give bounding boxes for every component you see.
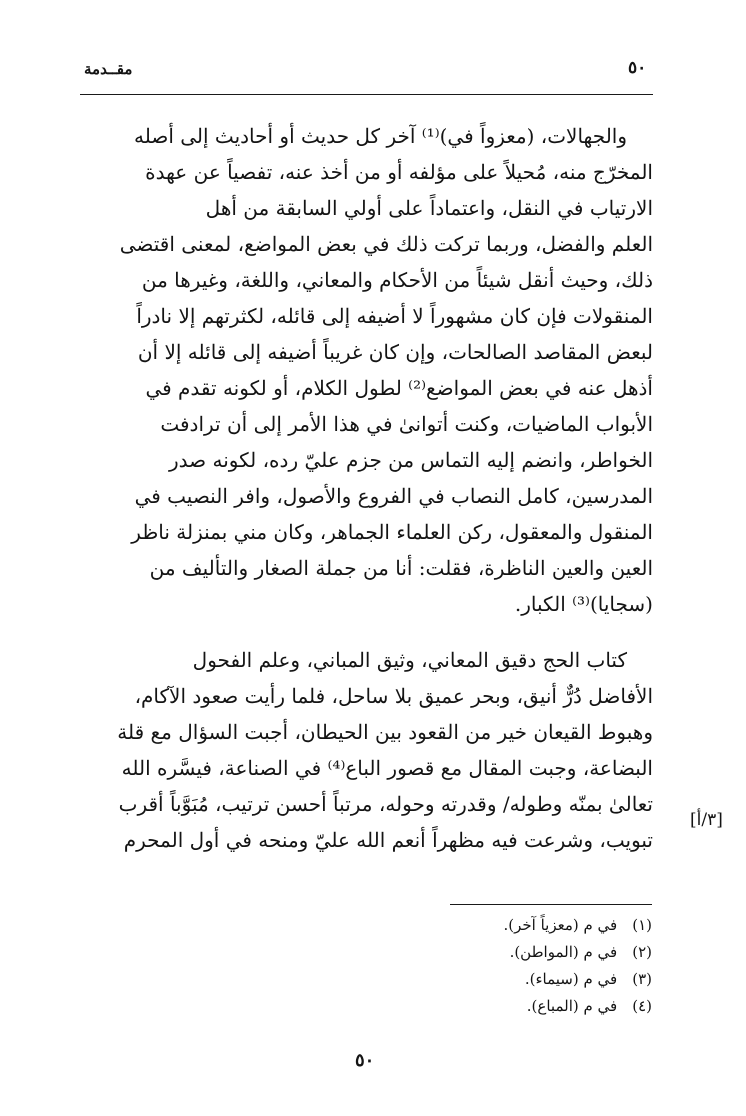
text-line: الخواطر، وانضم إليه التماس من جزم عليّ رده، لكونه صدر bbox=[168, 448, 653, 472]
footnote bbox=[380, 966, 652, 993]
text-line: المدرسين، كامل النصاب في الفروع والأصول، وافر النصيب في bbox=[134, 484, 653, 508]
footnote-number: (٢) bbox=[632, 943, 652, 961]
footnote bbox=[380, 993, 652, 1020]
text-line: العين والعين الناظرة، فقلت: أنا من جملة الصغار والتأليف من bbox=[149, 556, 653, 580]
footnote-number: (١) bbox=[632, 916, 652, 934]
footnote-text: في م (سيماء). bbox=[524, 970, 618, 988]
text-line: تبويب، وشرعت فيه مظهراً أنعم الله عليّ ومنحه في أول المحرم bbox=[123, 828, 653, 852]
manuscript-folio-marker: [٣/أ] bbox=[690, 810, 723, 830]
footnote-number: (٤) bbox=[632, 997, 652, 1015]
footnote-text: في م (المباع). bbox=[526, 997, 618, 1015]
text-line: والجهالات، (معزواً في)⁽¹⁾ آخر كل حديث أو أحاديث إلى أصله bbox=[134, 124, 627, 148]
text-line: ذلك، وحيث أنقل شيئاً من الأحكام والمعاني، واللغة، وغيرها من bbox=[141, 268, 653, 292]
footnote bbox=[380, 912, 652, 939]
text-line: كتاب الحج دقيق المعاني، وثيق المباني، وعلم الفحول bbox=[192, 648, 627, 672]
paragraph-1 bbox=[80, 118, 653, 622]
text-line: تعالىٰ بمنّه وطوله/ وقدرته وحوله، مرتباً أحسن ترتيب، مُبَوَّباً أقرب bbox=[118, 792, 653, 816]
text-line: المخرّج منه، مُحيلاً على مؤلفه أو من أخذ عنه، تفصياً عن عهدة bbox=[145, 160, 653, 184]
footnote-divider bbox=[450, 904, 652, 905]
text-line: أذهل عنه في بعض المواضع⁽²⁾ لطول الكلام، أو لكونه تقدم في bbox=[145, 376, 653, 400]
footnote-number: (٣) bbox=[632, 970, 652, 988]
footnotes bbox=[380, 912, 652, 1020]
header-page-number: ٥٠ bbox=[628, 58, 647, 78]
text-line: المنقولات فإن كان مشهوراً لا أضيفه إلى قائله، لكثرتهم إلا نادراً bbox=[136, 304, 653, 328]
text-line: الأبواب الماضيات، وكنت أتوانىٰ في هذا الأمر إلى أن ترادفت bbox=[160, 412, 653, 436]
text-line: لبعض المقاصد الصالحات، وإن كان غريباً أضيفه إلى قائله إلا أن bbox=[137, 340, 653, 364]
text-line: البضاعة، وجبت المقال مع قصور الباع⁽⁴⁾ في الصناعة، فيسَّره الله bbox=[121, 756, 653, 780]
footer-page-number: ٥٠ bbox=[355, 1050, 375, 1071]
header-divider bbox=[80, 94, 653, 95]
text-line: (سجايا)⁽³⁾ الكبار. bbox=[514, 592, 653, 616]
text-line: المنقول والمعقول، ركن العلماء الجماهر، وكان مني بمنزلة ناظر bbox=[131, 520, 653, 544]
text-line: الأفاضل دُرٌّ أنيق، وبحر عميق بلا ساحل، فلما رأيت صعود الآكام، bbox=[134, 684, 653, 708]
footnote-text: في م (المواطن). bbox=[509, 943, 618, 961]
footnote-text: في م (معزياً آخر). bbox=[503, 916, 618, 934]
footnote bbox=[380, 939, 652, 966]
paragraph-2 bbox=[80, 642, 653, 858]
text-line: العلم والفضل، وربما تركت ذلك في بعض المواضع، لمعنى اقتضى bbox=[119, 232, 653, 256]
main-text bbox=[80, 118, 653, 858]
text-line: الارتياب في النقل، واعتماداً على أولي السابقة من أهل bbox=[205, 196, 653, 220]
header-section-title: مقــدمة bbox=[84, 60, 133, 78]
text-line: وهبوط القيعان خير من القعود بين الحيطان، أجبت السؤال مع قلة bbox=[117, 720, 653, 744]
